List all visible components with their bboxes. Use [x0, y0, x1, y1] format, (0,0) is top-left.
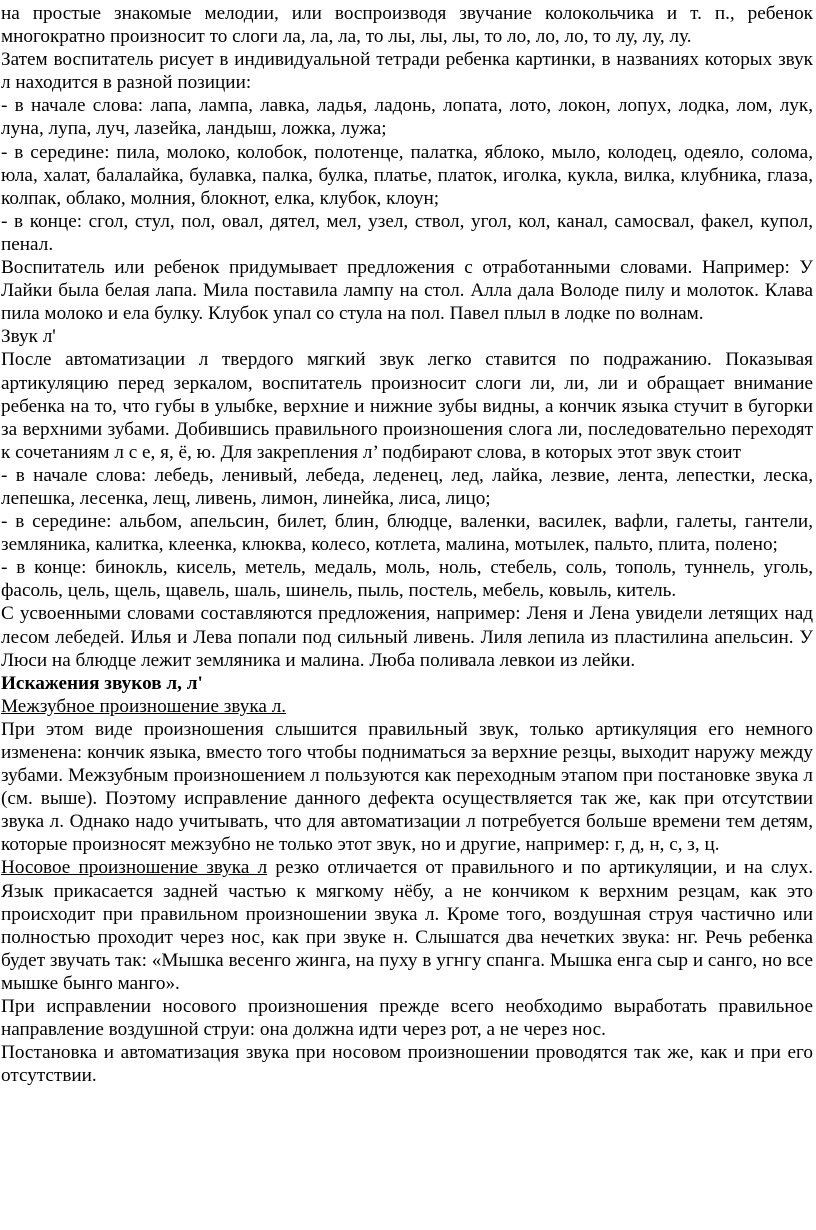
paragraph-interdental: При этом виде произношения слышится правильный звук, только артикуляция его немного изменена: кончик языка, вместо того чтобы подниматься за верхние резцы, выходит наружу между зубами. Межзубным произношением л пользуются как переходным этапом при постановке звука л (см. выше). Поэтому исправление данного дефекта осуществляется так же, как при отсутствии звука л. Однако надо учитывать, что для автоматизации л потребуется больше времени тем детям, которые произносят межзубно не только этот звук, но и другие, например: г, д, н, с, з, ц.: [1, 718, 813, 856]
list-item-word-start: - в начале слова: лапа, лампа, лавка, ладья, ладонь, лопата, лото, локон, лопух, лодка, лом, лук, луна, лупа, луч, лазейка, ландыш, ложка, лужа;: [1, 95, 813, 140]
nasal-description: резко отличается от правильного и по артикуляции, и на слух. Язык прикасается задней частью к мягкому нёбу, а не кончиком к верхним резцам, как это происходит при правильном произношении звука л. Кроме того, воздушная струя частично или полностью проходит через нос, как при звуке н. Слышатся два нечетких звука: нг. Речь ребенка будет звучать так: «Мышка весенго жинга, на пуху в угнгу спанга. Мышка енга сыр и санго, но все мышке бынго манго».: [1, 857, 814, 994]
paragraph-nasal-correction: При исправлении носового произношения прежде всего необходимо выработать правильное направление воздушной струи: она должна идти через рот, а не через нос.: [1, 996, 813, 1041]
nasal-term: Носовое произношение звука л: [1, 857, 268, 879]
paragraph-sentences-example: Воспитатель или ребенок придумывает предложения с отработанными словами. Например: У Лайки была белая лапа. Мила поставила лампу на стол. Алла дала Володе пилу и молоток. Клава пила молоко и ела булку. Клубок упал со стула на пол. Павел плыл в лодке по волнам.: [1, 257, 813, 325]
subheading-interdental: Межзубное произношение звука л.: [1, 695, 287, 717]
paragraph-nasal-automation: Постановка и автоматизация звука при носовом произношении проводятся так же, как и при его отсутствии.: [1, 1042, 813, 1087]
section-heading-distortions: Искажения звуков л, л': [1, 672, 203, 694]
list-item-soft-word-start: - в начале слова: лебедь, ленивый, лебеда, леденец, лед, лайка, лезвие, лента, лепестки, леска, лепешка, лесенка, лещ, ливень, лимон, линейка, лиса, лицо;: [1, 464, 813, 509]
list-item-word-middle: - в середине: пила, молоко, колобок, полотенце, палатка, яблоко, мыло, колодец, одеяло, солома, юла, халат, балалайка, булавка, палка, булка, платье, платок, иголка, кукла, вилка, клубника, глаза, колпак, облако, молния, блокнот, елка, клубок, клоун;: [1, 141, 813, 209]
paragraph-soft-l-method: После автоматизации л твердого мягкий звук легко ставится по подражанию. Показывая артикуляцию перед зеркалом, воспитатель произносит слоги ли, ли, ли и обращает внимание ребенка на то, что губы в улыбке, верхние и нижние зубы видны, а кончик языка стучит в бугорки за верхними зубами. Добившись правильного произношения слога ли, последовательно переходят к сочетаниям л с е, я, ё, ю. Для закрепления л’ подбирают слова, в которых этот звук стоит: [1, 349, 813, 463]
section-label-soft-l: Звук л': [1, 326, 56, 348]
paragraph-nasal: [1, 856, 813, 995]
paragraph-soft-sentences: С усвоенными словами составляются предложения, например: Леня и Лена увидели летящих над лесом лебедей. Илья и Лева попали под сильный ливень. Лиля лепила из пластилина апельсин. У Люси на блюдце лежит земляника и малина. Люба поливала левкои из лейки.: [1, 603, 813, 671]
list-item-soft-word-middle: - в середине: альбом, апельсин, билет, блин, блюдце, валенки, василек, вафли, галеты, гантели, земляника, калитка, клеенка, клюква, колесо, котлета, малина, мотылек, пальто, плита, полено;: [1, 511, 813, 556]
list-item-word-end: - в конце: сгол, стул, пол, овал, дятел, мел, узел, ствол, угол, кол, канал, самосвал, факел, купол, пенал.: [1, 210, 813, 255]
paragraph-pictures: Затем воспитатель рисует в индивидуальной тетради ребенка картинки, в названиях которых звук л находится в разной позиции:: [1, 49, 813, 94]
paragraph-intro-syllables: на простые знакомые мелодии, или воспроизводя звучание колокольчика и т. п., ребенок многократно произносит то слоги ла, ла, ла, то лы, лы, лы, то ло, ло, ло, то лу, лу, лу.: [1, 3, 813, 48]
list-item-soft-word-end: - в конце: бинокль, кисель, метель, медаль, моль, ноль, стебель, соль, тополь, туннель, уголь, фасоль, цель, щель, щавель, шаль, шинель, пыль, постель, мебель, ковыль, китель.: [1, 557, 813, 602]
